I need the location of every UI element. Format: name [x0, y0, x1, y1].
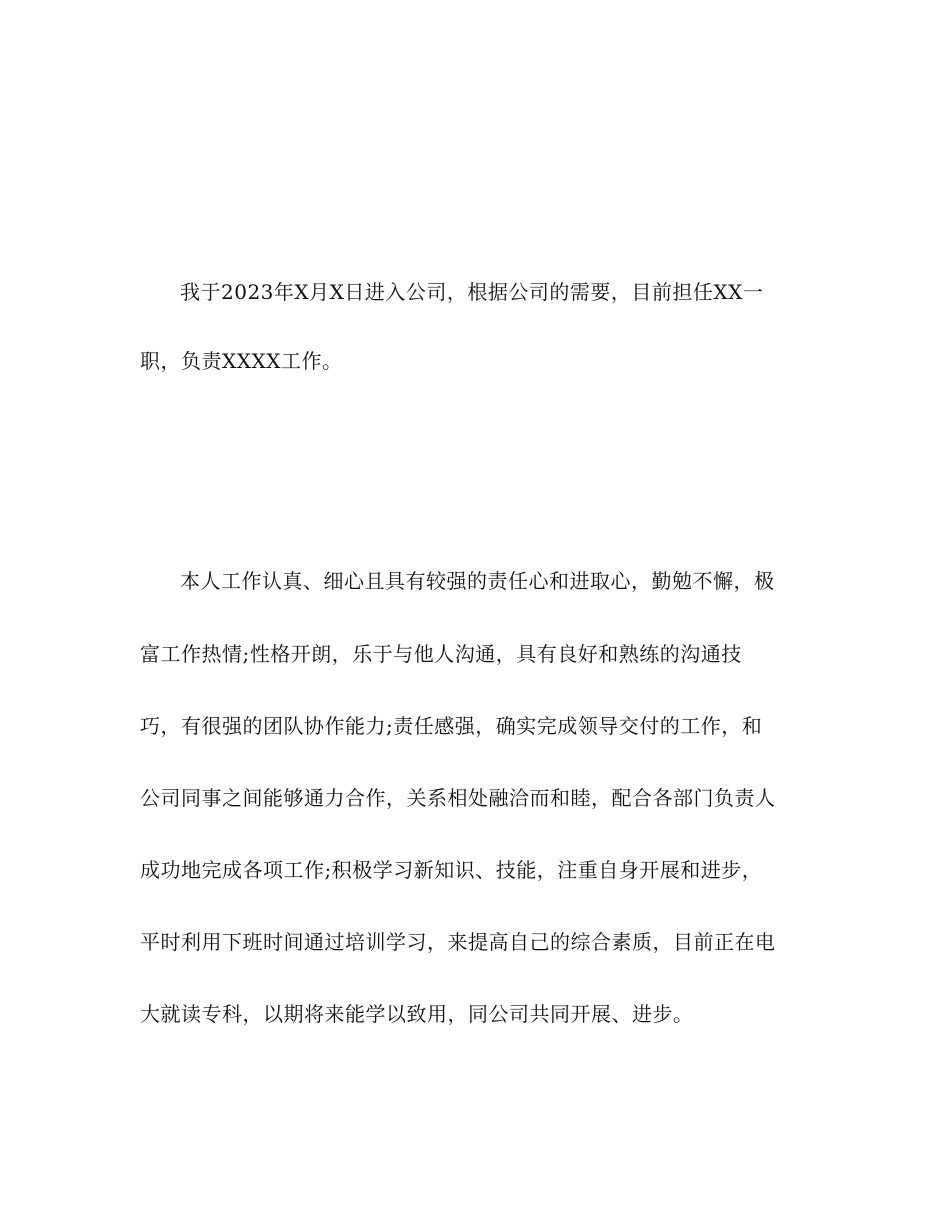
- paragraph-line: 富工作热情;性格开朗，乐于与他人沟通，具有良好和熟练的沟通技: [140, 642, 742, 666]
- paragraph-line: 大就读专科，以期将来能学以致用，同公司共同开展、进步。: [140, 1002, 694, 1026]
- paragraph-line: 我于2023年X月X日进入公司，根据公司的需要，目前担任XX一: [180, 280, 764, 304]
- paragraph-line: 公司同事之间能够通力合作，关系相处融洽而和睦，配合各部门负责人: [140, 786, 776, 810]
- paragraph-line: 职，负责XXXX工作。: [140, 349, 343, 373]
- paragraph-line: 巧，有很强的团队协作能力;责任感强，确实完成领导交付的工作，和: [140, 714, 763, 738]
- paragraph-line: 成功地完成各项工作;积极学习新知识、技能，注重自身开展和进步，: [140, 858, 763, 882]
- paragraph-line: 本人工作认真、细心且具有较强的责任心和进取心，勤勉不懈，极: [180, 569, 775, 593]
- paragraph-line: 平时利用下班时间通过培训学习，来提高自己的综合素质，目前正在电: [140, 930, 776, 954]
